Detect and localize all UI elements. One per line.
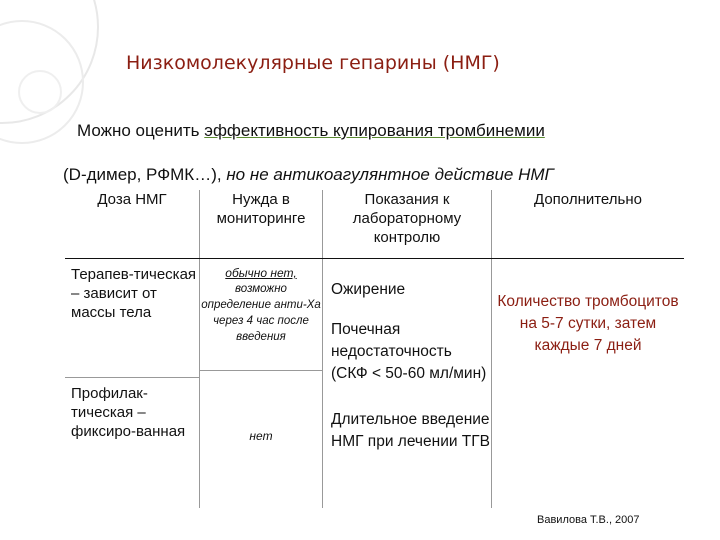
additional-cell xyxy=(492,259,685,509)
monitoring-therapeutic-first: обычно нет, xyxy=(225,266,297,280)
dose-prophylactic: Профилак-тическая – фиксиро-ванная xyxy=(71,385,186,440)
monitoring-prophylactic: нет xyxy=(249,429,273,443)
decorative-ring xyxy=(18,70,62,114)
monitoring-cell xyxy=(200,259,323,509)
dose-cell xyxy=(65,259,200,509)
intro-line-1 xyxy=(77,121,545,141)
intro-line-2-normal: (D-димер, РФМК…), xyxy=(63,165,227,184)
intro-line-1-underlined: эффективность купирования тромбинемии xyxy=(204,121,545,140)
intro-line-2 xyxy=(63,165,554,185)
intro-line-2-italic: но не антикоагулянтное действие НМГ xyxy=(226,165,554,184)
intro-line-1-prefix: Можно оценить xyxy=(77,121,205,140)
monitoring-therapeutic-rest: возможно определение анти-Ха через 4 час после введения xyxy=(201,283,321,343)
header-monitoring: Нужда в мониторинге xyxy=(216,191,306,227)
header-cell-dose xyxy=(65,190,200,259)
indication-item: Длительное введение НМГ при лечении ТГВ xyxy=(331,411,491,450)
table-header-row xyxy=(65,190,684,259)
lmwh-table xyxy=(65,190,684,508)
header-indications: Показания к лабораторному контролю xyxy=(352,191,462,246)
header-cell-indications xyxy=(323,190,492,259)
indication-item: Ожирение xyxy=(331,281,406,298)
table-body-row xyxy=(65,259,684,509)
header-cell-monitoring xyxy=(200,190,323,259)
dose-therapeutic-block xyxy=(65,265,199,378)
dose-therapeutic: Терапев-тическая – зависит от массы тела xyxy=(71,266,197,321)
indication-item: Почечная недостаточность (СКФ < 50-60 мл/мин) xyxy=(331,321,487,382)
citation: Вавилова Т.В., 2007 xyxy=(537,514,640,526)
indications-cell xyxy=(323,259,492,509)
header-cell-additional xyxy=(492,190,685,259)
header-additional: Дополнительно xyxy=(534,191,642,208)
additional-text: Количество тромбоцитов на 5-7 сутки, затем каждые 7 дней xyxy=(497,293,679,354)
monitoring-therapeutic xyxy=(200,259,322,371)
slide-title: Низкомолекулярные гепарины (НМГ) xyxy=(126,52,500,74)
header-dose: Доза НМГ xyxy=(97,191,167,208)
